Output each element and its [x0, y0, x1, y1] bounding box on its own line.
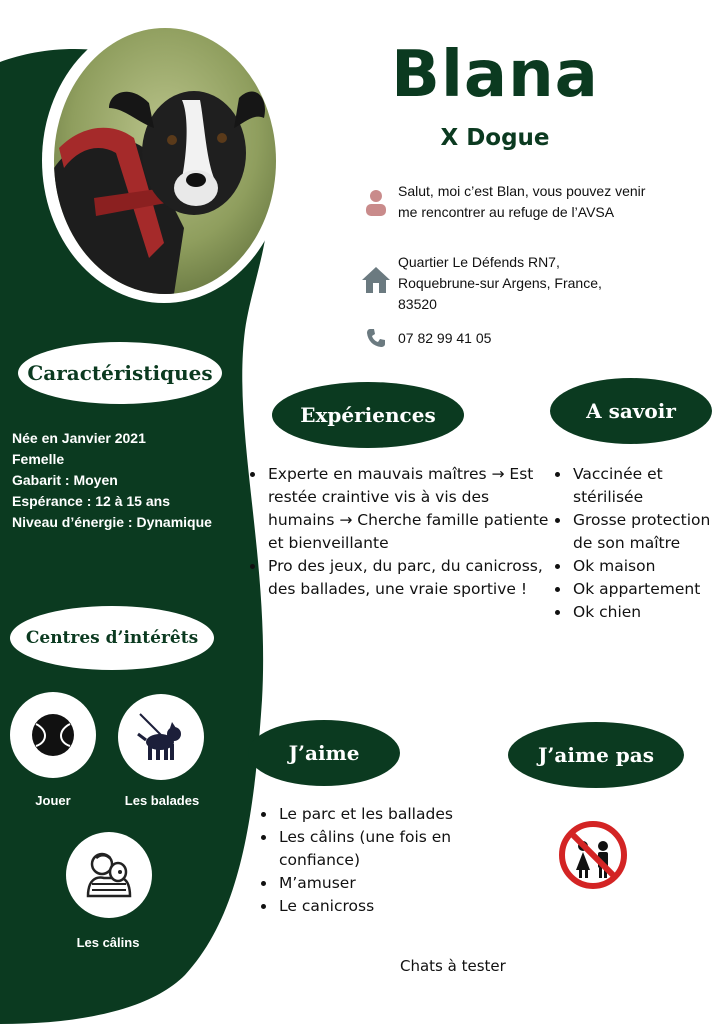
experience-item: • Experte en mauvais maîtres → Est restée craintive vis à vis des humains → Cherche famille patiente et bienveillante — [266, 463, 552, 555]
dog-photo — [54, 28, 276, 294]
interest-hug-label: Les câlins — [76, 935, 140, 950]
asavoir-item: • Ok appartement — [571, 578, 724, 601]
footer-note: Chats à tester — [400, 957, 506, 975]
like-item: • M’amuser — [277, 872, 487, 895]
contact-address: Quartier Le Défends RN7, Roquebrune-sur Argens, France, 83520 — [398, 254, 602, 312]
house-icon — [361, 266, 391, 294]
phone-icon — [366, 328, 386, 348]
like-item: • Les câlins (une fois en confiance) — [277, 826, 487, 872]
dog-name: Blana — [391, 38, 599, 112]
dog-walk-icon — [134, 710, 188, 764]
interests-title: Centres d’intérêts — [10, 606, 214, 670]
experience-item: • Pro des jeux, du parc, du canicross, des ballades, une vraie sportive ! — [266, 555, 552, 601]
dislikes-title: J’aime pas — [508, 722, 684, 788]
characteristic-size: Gabarit : Moyen — [12, 472, 118, 488]
ball-icon — [30, 712, 76, 758]
likes-list — [257, 803, 487, 918]
asavoir-item: • Ok chien — [571, 601, 724, 624]
asavoir-title: A savoir — [550, 378, 712, 444]
characteristics-title: Caractéristiques — [18, 342, 222, 404]
asavoir-item: • Ok maison — [571, 555, 724, 578]
like-item: • Le parc et les ballades — [277, 803, 487, 826]
characteristic-birth: Née en Janvier 2021 — [12, 430, 146, 446]
dog-breed: X Dogue — [440, 125, 550, 151]
characteristics-list — [12, 428, 212, 533]
interest-walk-circle — [118, 694, 204, 780]
likes-title: J’aime — [248, 720, 400, 786]
characteristic-energy: Niveau d’énergie : Dynamique — [12, 514, 212, 530]
interest-play-label: Jouer — [35, 793, 71, 808]
no-children-icon — [558, 820, 628, 890]
asavoir-item: • Grosse protection de son maître — [571, 509, 724, 555]
experiences-list — [246, 463, 552, 601]
characteristic-sex: Femelle — [12, 451, 65, 467]
person-icon — [364, 188, 388, 218]
like-item: • Le canicross — [277, 895, 487, 918]
asavoir-list — [551, 463, 724, 624]
contact-phone: 07 82 99 41 05 — [398, 330, 492, 346]
characteristic-lifespan: Espérance : 12 à 15 ans — [12, 493, 170, 509]
interest-hug-circle — [66, 832, 152, 918]
interest-play-circle — [10, 692, 96, 778]
contact-intro: Salut, moi c’est Blan, vous pouvez venir me rencontrer au refuge de l’AVSA — [398, 183, 646, 220]
hug-icon — [82, 848, 136, 902]
asavoir-item: • Vaccinée et stérilisée — [571, 463, 724, 509]
interest-walk-label: Les balades — [124, 793, 200, 808]
experiences-title: Expériences — [272, 382, 464, 448]
